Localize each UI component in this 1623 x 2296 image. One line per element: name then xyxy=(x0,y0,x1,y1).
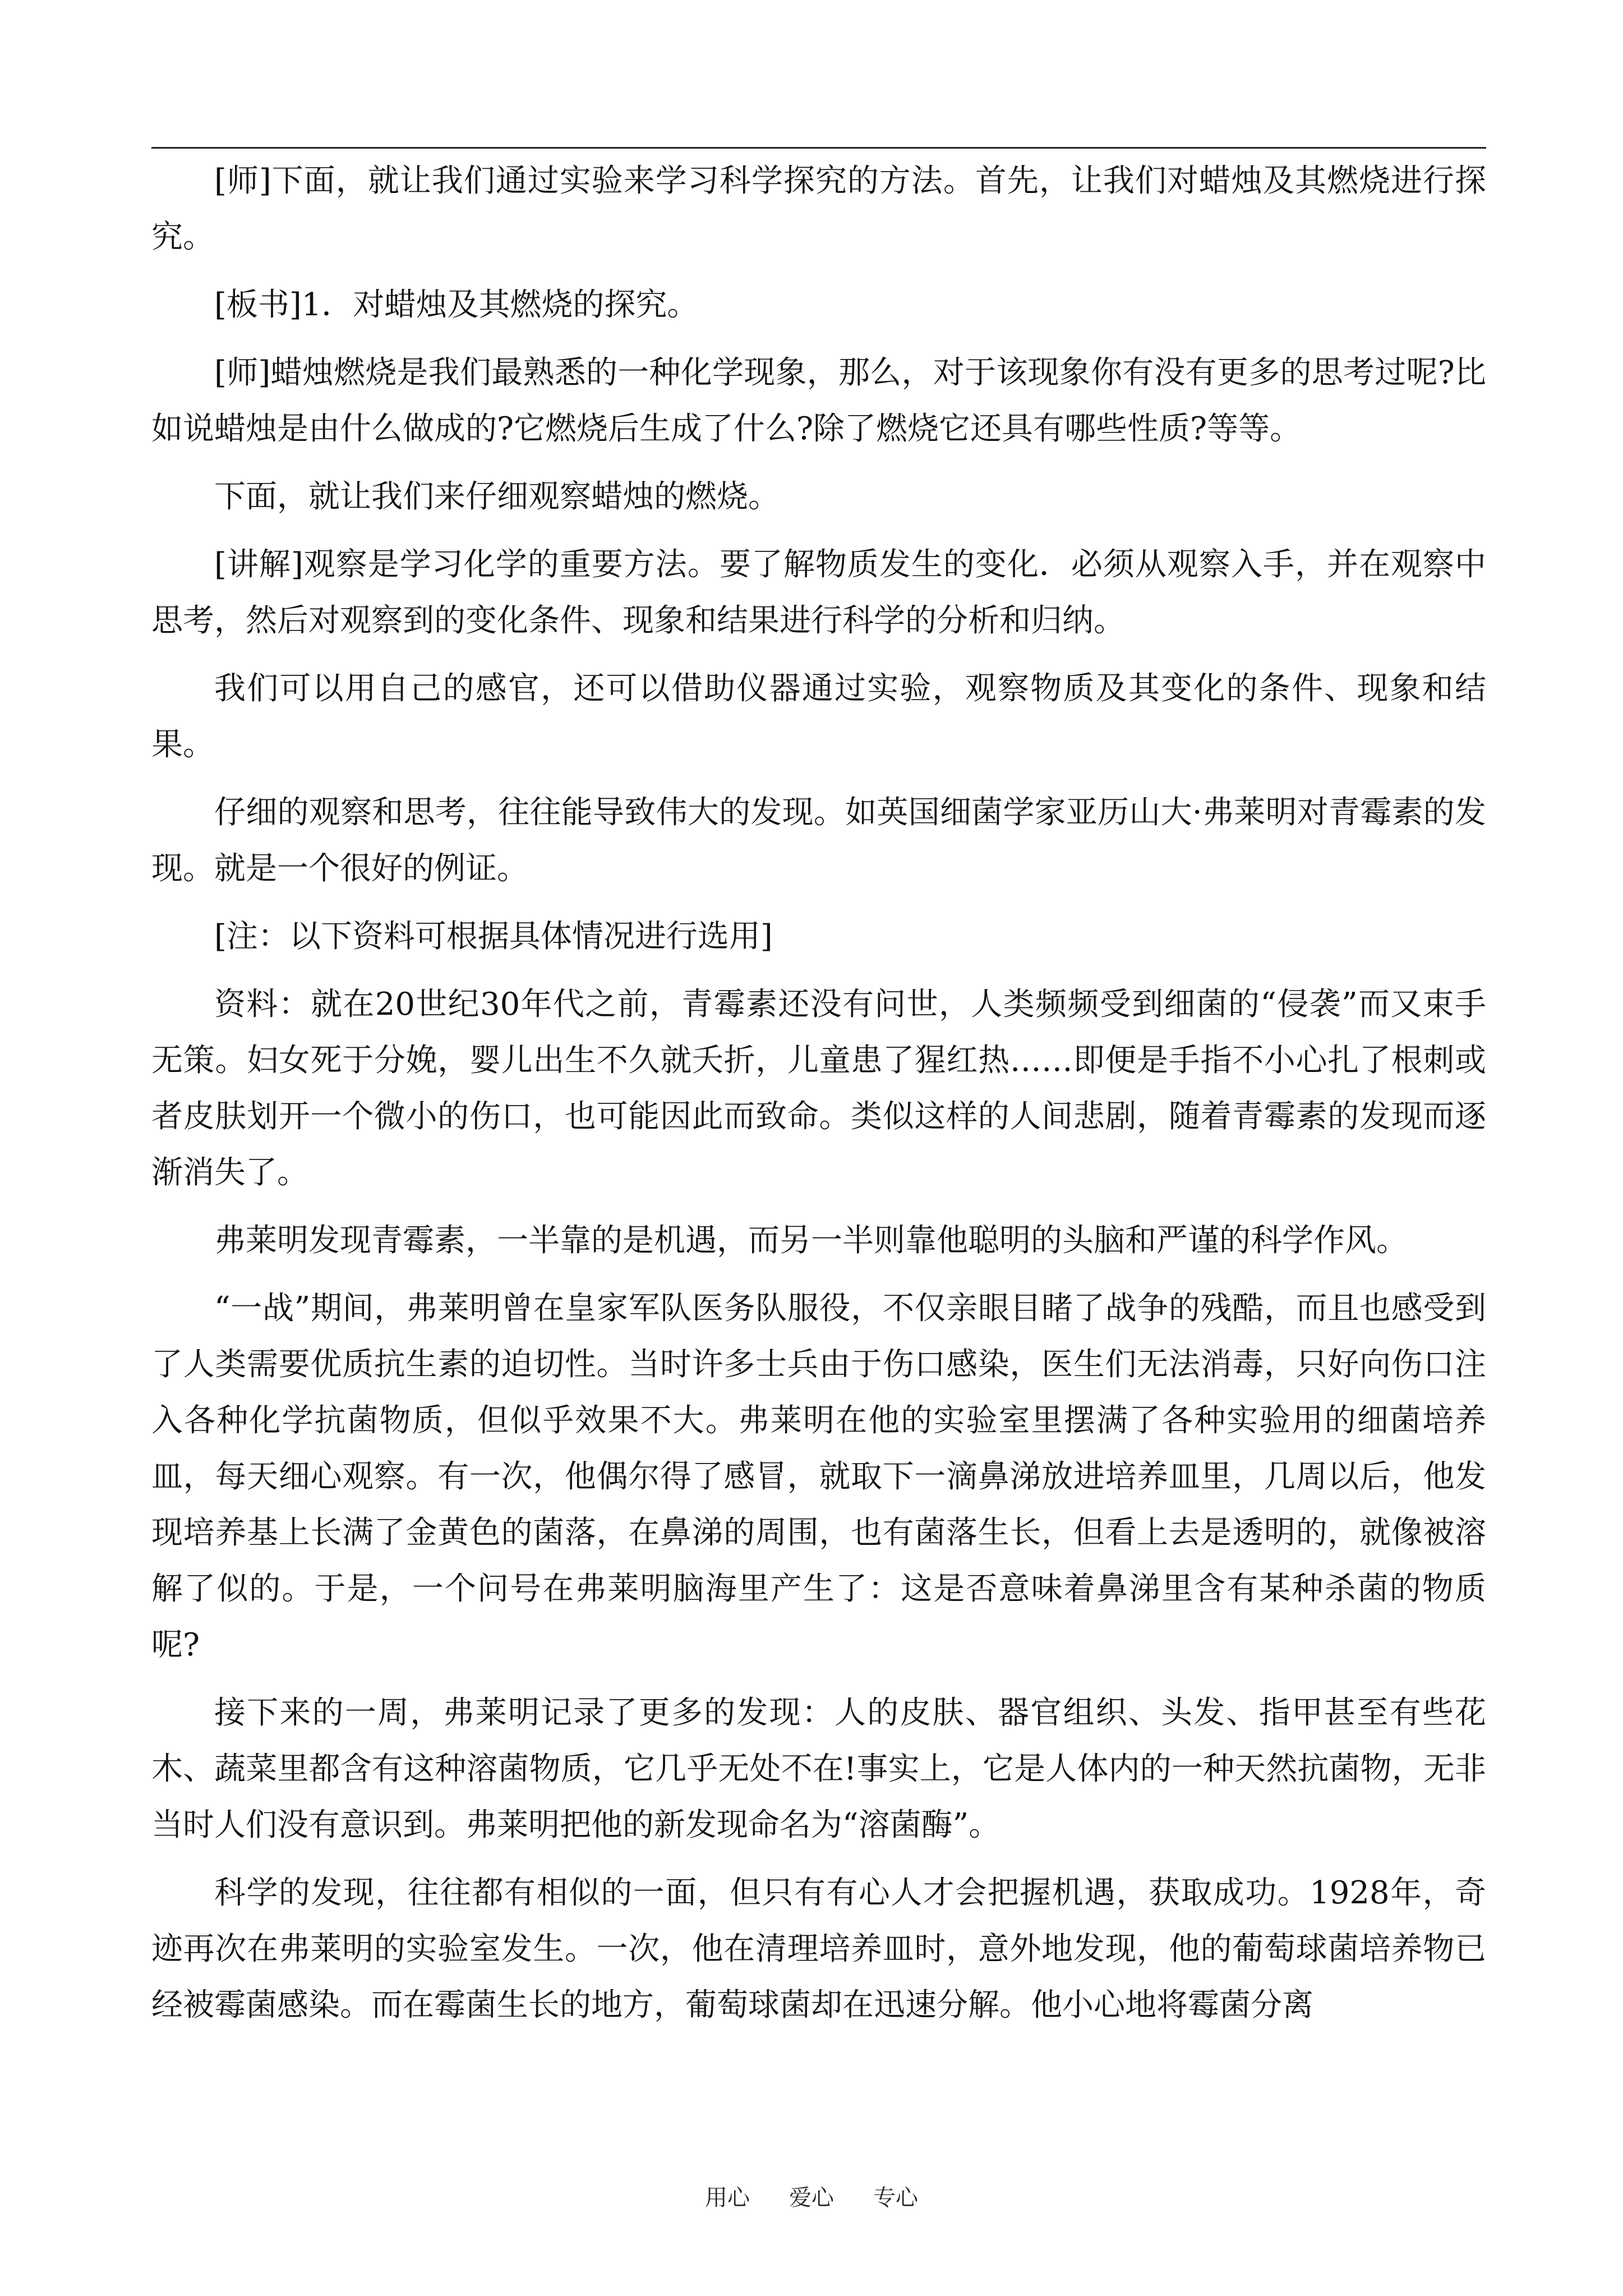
header-rule xyxy=(151,147,1486,149)
paragraph-fleming-discovery: 弗莱明发现青霉素，一半靠的是机遇，而另一半则靠他聪明的头脑和严谨的科学作风。 xyxy=(214,1222,1408,1259)
footer-part-2: 爱心 xyxy=(789,2185,834,2211)
paragraph-board-note: [板书]1．对蜡烛及其燃烧的探究。 xyxy=(214,287,699,323)
paragraph-observe-candle: 下面，就让我们来仔细观察蜡烛的燃烧。 xyxy=(214,478,780,515)
paragraph-teacher-intro: [师]下面，就让我们通过实验来学习科学探究的方法。首先，让我们对蜡烛及其燃烧进行探究。 xyxy=(151,163,1486,255)
paragraph-lecture-observation: [讲解]观察是学习化学的重要方法。要了解物质发生的变化．必须从观察入手，并在观察中思考，然后对观察到的变化条件、现象和结果进行科学的分析和归纳。 xyxy=(151,546,1486,639)
paragraph-candle-question: [师]蜡烛燃烧是我们最熟悉的一种化学现象，那么，对于该现象你有没有更多的思考过呢?比如说蜡烛是由什么做成的?它燃烧后生成了什么?除了燃烧它还具有哪些性质?等等。 xyxy=(151,355,1486,447)
paragraph-world-war-one: “一战”期间，弗莱明曾在皇家军队医务队服役，不仅亲眼目睹了战争的残酷，而且也感受到了人类需要优质抗生素的迫切性。当时许多士兵由于伤口感染，医生们无法消毒，只好向伤口注入各种化学抗菌物质，但似乎效果不大。弗莱明在他的实验室里摆满了各种实验用的细菌培养皿，每天细心观察。有一次，他偶尔得了感冒，就取下一滴鼻涕放进培养皿里，几周以后，他发现培养基上长满了金黄色的菌落，在鼻涕的周围，也有菌落生长，但看上去是透明的，就像被溶解了似的。于是，一个问号在弗莱明脑海里产生了：这是否意味着鼻涕里含有某种杀菌的物质呢? xyxy=(151,1290,1486,1663)
footer-part-3: 专心 xyxy=(873,2185,918,2211)
document-body xyxy=(151,153,1486,2045)
paragraph-material: 资料：就在20世纪30年代之前，青霉素还没有问世，人类频频受到细菌的“侵袭”而又束手无策。妇女死于分娩，婴儿出生不久就夭折，儿童患了猩红热……即便是手指不小心扎了根刺或者皮肤划开一个微小的伤口，也可能因此而致命。类似这样的人间悲剧，随着青霉素的发现而逐渐消失了。 xyxy=(151,986,1486,1191)
paragraph-fleming-example: 仔细的观察和思考，往往能导致伟大的发现。如英国细菌学家亚历山大·弗莱明对青霉素的发现。就是一个很好的例证。 xyxy=(151,794,1486,887)
paragraph-senses-instruments: 我们可以用自己的感官，还可以借助仪器通过实验，观察物质及其变化的条件、现象和结果。 xyxy=(151,670,1486,763)
paragraph-note: [注：以下资料可根据具体情况进行选用] xyxy=(214,918,773,955)
paragraph-penicillin-1928: 科学的发现，往往都有相似的一面，但只有有心人才会把握机遇，获取成功。1928年，奇迹再次在弗莱明的实验室发生。一次，他在清理培养皿时，意外地发现，他的葡萄球菌培养物已经被霉菌感染。而在霉菌生长的地方，葡萄球菌却在迅速分解。他小心地将霉菌分离 xyxy=(151,1875,1486,2023)
footer-part-1: 用心 xyxy=(705,2185,750,2211)
paragraph-lysozyme: 接下来的一周，弗莱明记录了更多的发现：人的皮肤、器官组织、头发、指甲甚至有些花木、蔬菜里都含有这种溶菌物质，它几乎无处不在!事实上，它是人体内的一种天然抗菌物，无非当时人们没有意识到。弗莱明把他的新发现命名为“溶菌酶”。 xyxy=(151,1695,1486,1843)
page-footer xyxy=(0,2181,1623,2215)
